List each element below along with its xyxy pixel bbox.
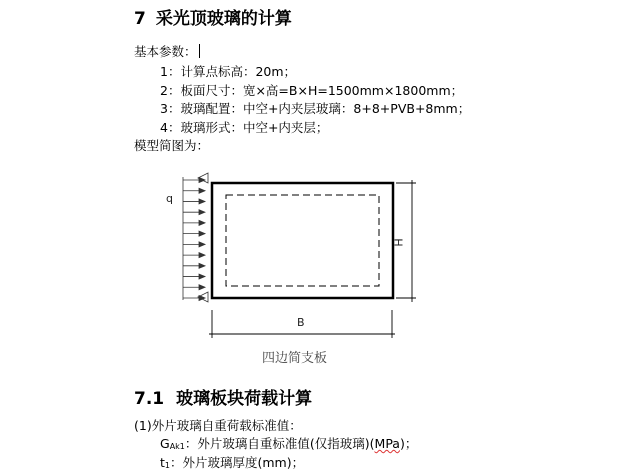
load-arrow-head bbox=[199, 253, 205, 258]
subsection-number: 7.1 bbox=[134, 389, 165, 409]
width-label: B bbox=[297, 316, 305, 329]
load-label: q bbox=[166, 192, 173, 205]
plate-outline bbox=[212, 183, 393, 298]
load-item-1: (1)外片玻璃自重荷载标准值： bbox=[134, 418, 302, 433]
g-end: )； bbox=[399, 436, 418, 451]
param-item: 2：板面尺寸：宽×高=B×H=1500mm×1800mm； bbox=[160, 83, 464, 98]
param-item: 3：玻璃配置：中空+内夹层玻璃：8+8+PVB+8mm； bbox=[160, 101, 471, 116]
load-arrows bbox=[183, 177, 205, 301]
t-subscript: 1 bbox=[164, 461, 170, 470]
section-number: 7 bbox=[134, 9, 146, 29]
g-description: ：外片玻璃自重标准值(仅指玻璃)( bbox=[184, 436, 375, 451]
load-arrow-head bbox=[199, 188, 205, 193]
load-arrow-head bbox=[199, 199, 205, 204]
load-arrow-head bbox=[199, 220, 205, 225]
load-arrow-head bbox=[199, 274, 205, 279]
plate-inner-dashed bbox=[226, 195, 379, 286]
t-definition bbox=[160, 455, 304, 474]
subsection-heading bbox=[134, 384, 312, 409]
diagram-caption: 四边简支板 bbox=[262, 351, 328, 366]
t-description: ：外片玻璃厚度(mm)； bbox=[170, 455, 305, 470]
param-item: 4：玻璃形式：中空+内夹层； bbox=[160, 120, 329, 135]
load-arrow-head bbox=[199, 285, 205, 290]
section-title: 采光顶玻璃的计算 bbox=[155, 9, 292, 29]
load-arrow-head bbox=[199, 242, 205, 247]
subsection-title: 玻璃板块荷载计算 bbox=[176, 389, 313, 409]
load-arrow-head bbox=[199, 210, 205, 215]
load-arrow-head bbox=[199, 231, 205, 236]
params-heading-text: 基本参数： bbox=[134, 44, 197, 59]
model-label: 模型简图为： bbox=[134, 138, 210, 153]
param-item: 1：计算点标高：20m； bbox=[160, 64, 297, 79]
g-definition bbox=[160, 436, 417, 455]
height-label: H bbox=[392, 238, 406, 247]
t-symbol: t bbox=[160, 455, 165, 470]
load-arrow-head bbox=[199, 263, 205, 268]
g-unit: MPa bbox=[374, 436, 400, 451]
g-symbol: G bbox=[160, 436, 170, 451]
g-subscript: Ak1 bbox=[169, 442, 185, 451]
